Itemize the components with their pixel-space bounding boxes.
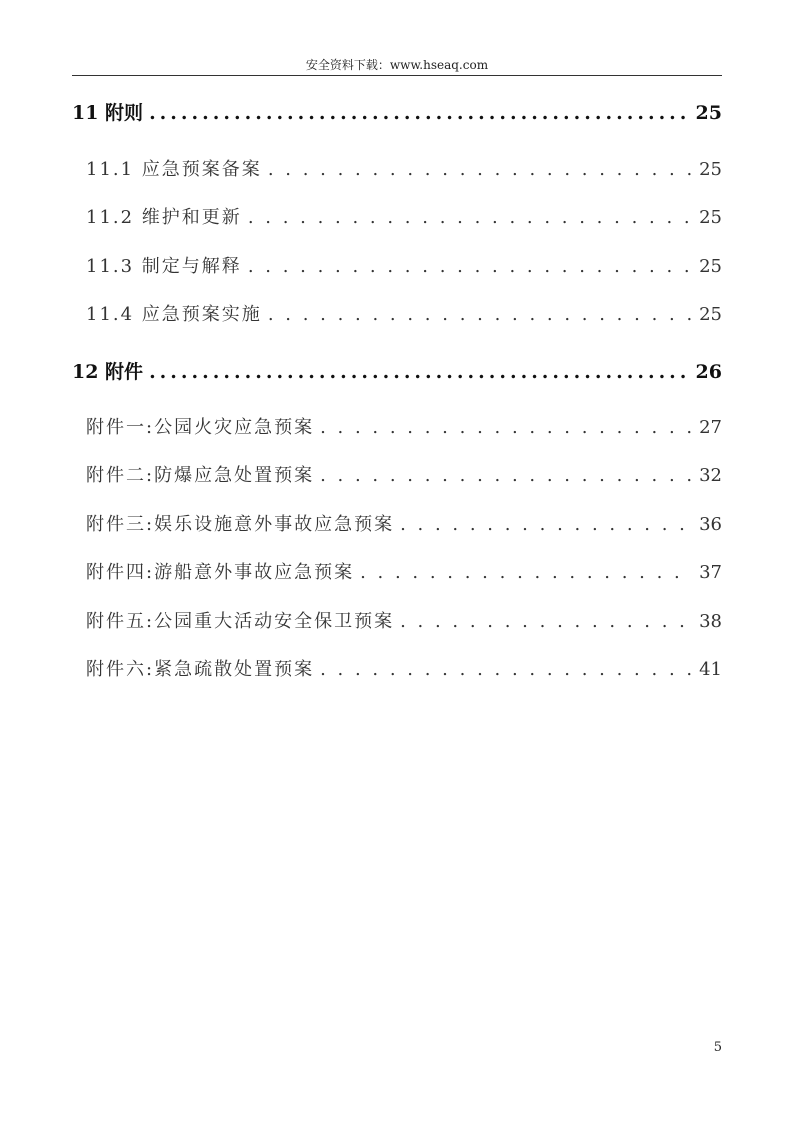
toc-entry-chapter-12[interactable] — [72, 357, 722, 384]
toc-entry-chapter-11[interactable] — [72, 98, 722, 125]
toc-leader-dots — [360, 562, 693, 583]
toc-leader-dots — [268, 304, 693, 325]
toc-entry-attachment-3[interactable] — [86, 510, 722, 536]
header-divider — [72, 75, 722, 76]
toc-leader-dots — [400, 514, 693, 535]
toc-entry-attachment-6[interactable] — [86, 655, 722, 681]
toc-leader-dots — [400, 611, 693, 632]
toc-entry-label: 11.4 应急预案实施 — [86, 304, 262, 325]
toc-entry-label: 12 附件 — [72, 361, 144, 383]
toc-entry-11-2[interactable] — [86, 203, 722, 229]
toc-entry-label: 附件四:游船意外事故应急预案 — [86, 562, 355, 583]
toc-entry-label: 附件二:防爆应急处置预案 — [86, 465, 315, 486]
toc-leader-dots — [248, 256, 693, 277]
toc-entry-page: 37 — [699, 562, 722, 583]
toc-entry-page: 36 — [699, 514, 722, 535]
toc-leader-dots — [320, 417, 693, 438]
toc-leader-dots — [320, 659, 693, 680]
toc-leader-dots — [268, 159, 693, 180]
toc-entry-label: 11.2 维护和更新 — [86, 207, 242, 228]
toc-entry-label: 附件六:紧急疏散处置预案 — [86, 659, 315, 680]
toc-entry-label: 附件五:公园重大活动安全保卫预案 — [86, 611, 395, 632]
toc-entry-page: 25 — [699, 159, 722, 180]
toc-entry-label: 附件三:娱乐设施意外事故应急预案 — [86, 514, 395, 535]
toc-leader-dots — [149, 361, 689, 383]
toc-entry-page: 41 — [699, 659, 722, 680]
toc-entry-page: 26 — [695, 361, 722, 383]
toc-entry-page: 25 — [699, 207, 722, 228]
page-number: 5 — [713, 1040, 722, 1055]
toc-entry-page: 25 — [699, 304, 722, 325]
toc-entry-11-4[interactable] — [86, 300, 722, 326]
toc-entry-label: 11.1 应急预案备案 — [86, 159, 262, 180]
toc-entry-label: 附件一:公园火灾应急预案 — [86, 417, 315, 438]
toc-entry-11-1[interactable] — [86, 155, 722, 181]
toc-leader-dots — [248, 207, 693, 228]
toc-entry-label: 11 附则 — [72, 102, 144, 124]
toc-entry-page: 25 — [699, 256, 722, 277]
toc-entry-page: 38 — [699, 611, 722, 632]
toc-entry-11-3[interactable] — [86, 252, 722, 278]
toc-entry-attachment-1[interactable] — [86, 413, 722, 439]
toc-entry-attachment-4[interactable] — [86, 558, 722, 584]
toc-entry-page: 27 — [699, 417, 722, 438]
running-header: 安全资料下载：www.hseaq.com — [305, 58, 489, 72]
toc-entry-attachment-5[interactable] — [86, 607, 722, 633]
toc-entry-page: 32 — [699, 465, 722, 486]
toc-entry-attachment-2[interactable] — [86, 461, 722, 487]
toc-entry-page: 25 — [695, 102, 722, 124]
toc-entry-label: 11.3 制定与解释 — [86, 256, 242, 277]
toc-leader-dots — [320, 465, 693, 486]
toc-leader-dots — [149, 102, 689, 124]
